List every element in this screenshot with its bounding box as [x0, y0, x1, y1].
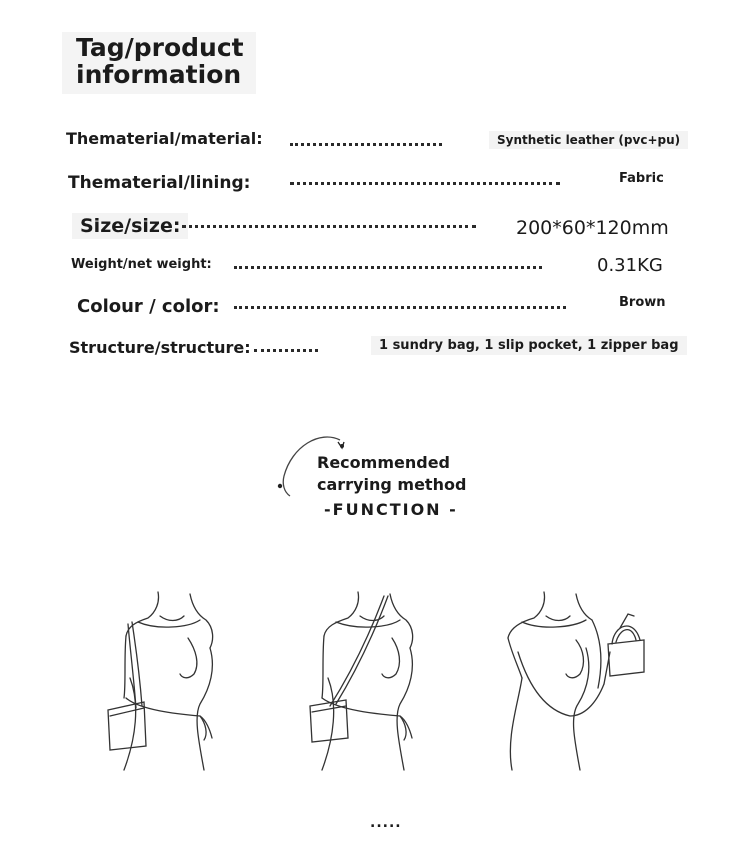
handheld-carry-illustration [500, 588, 650, 778]
dotted-leader [290, 143, 442, 146]
recommended-heading [317, 452, 466, 496]
spec-row-structure [0, 334, 750, 364]
spec-value-material: Synthetic leather (pvc+pu) [489, 131, 688, 149]
spec-value-size: 200*60*120mm [516, 217, 669, 239]
function-label: -FUNCTION - [324, 500, 458, 519]
spec-row-material [0, 126, 750, 156]
crossbody-carry-illustration [296, 588, 446, 778]
recommended-line-1: Recommended [317, 453, 450, 472]
spec-row-lining [0, 170, 750, 200]
spec-value-colour: Brown [619, 295, 666, 310]
dotted-leader [234, 266, 542, 269]
spec-row-weight [0, 253, 750, 283]
spec-row-size [0, 212, 750, 242]
spec-label-structure: Structure/structure: [69, 338, 251, 357]
title-line-2: information [76, 60, 242, 89]
spec-value-structure: 1 sundry bag, 1 slip pocket, 1 zipper bag [371, 336, 687, 355]
spec-row-colour [0, 292, 750, 322]
recommended-section [276, 432, 496, 532]
dotted-leader [182, 225, 476, 228]
recommended-line-2: carrying method [317, 475, 467, 494]
spec-value-lining: Fabric [619, 171, 664, 186]
spec-label-material: Thematerial/material: [66, 129, 263, 148]
dotted-leader [290, 182, 560, 185]
spec-label-lining: Thematerial/lining: [68, 173, 251, 193]
spec-label-size: Size/size: [72, 213, 188, 239]
dotted-leader [254, 349, 318, 352]
spec-value-weight: 0.31KG [597, 255, 663, 276]
shoulder-carry-illustration [96, 588, 246, 778]
spec-label-colour: Colour / color: [77, 296, 220, 317]
page-title [62, 32, 256, 94]
spec-label-weight: Weight/net weight: [71, 257, 212, 272]
dotted-leader [234, 306, 566, 309]
title-line-1: Tag/product [76, 33, 244, 62]
more-indicator: ..... [370, 815, 402, 831]
